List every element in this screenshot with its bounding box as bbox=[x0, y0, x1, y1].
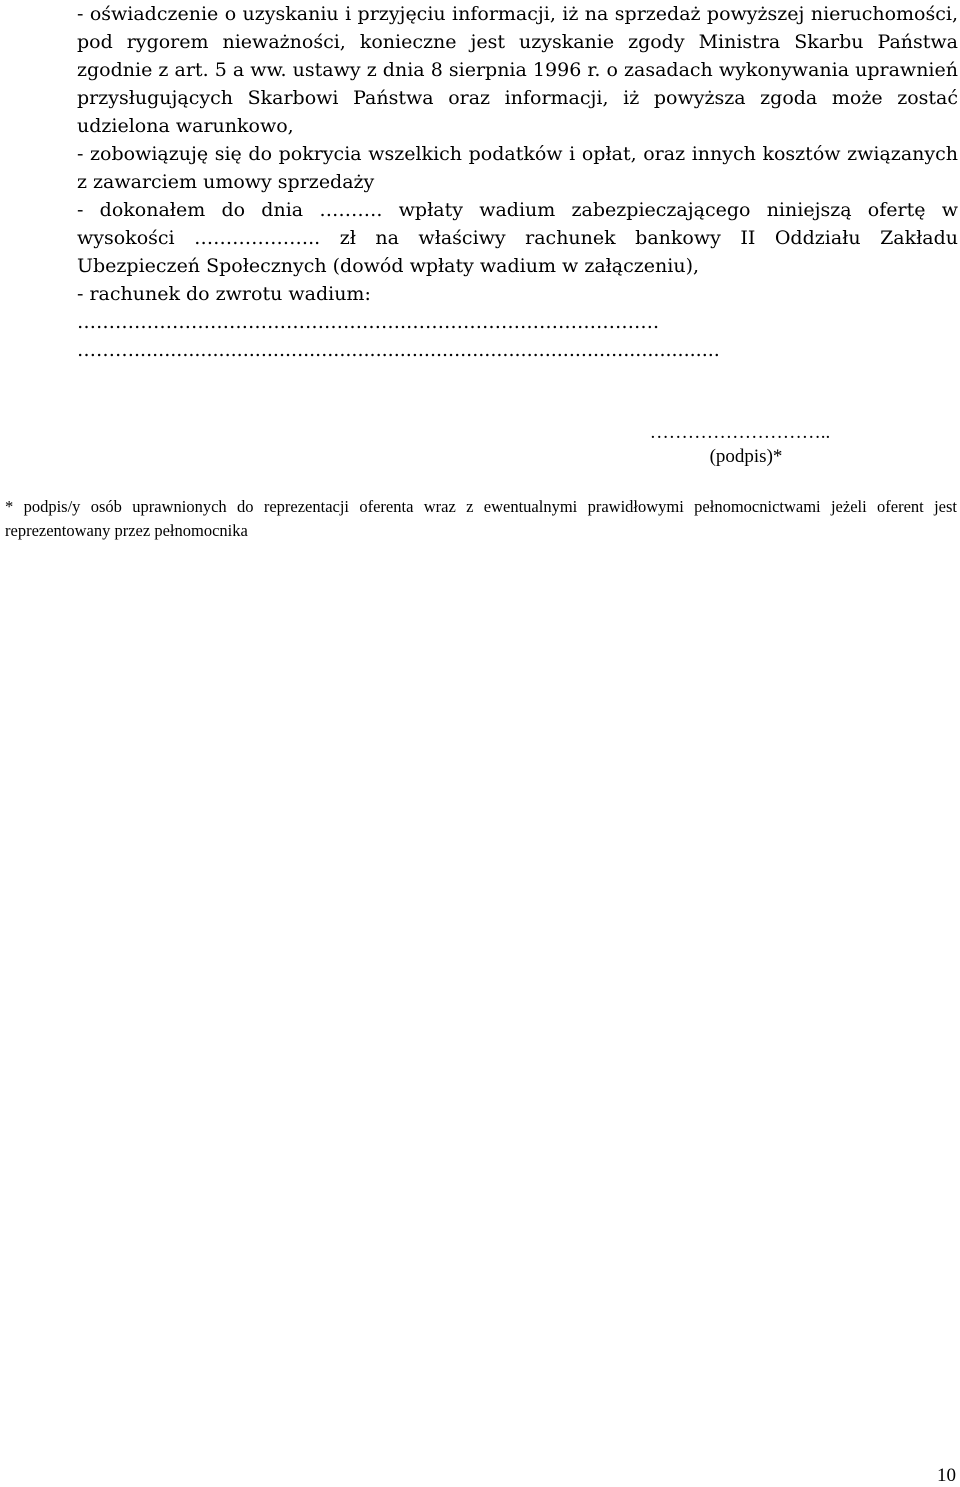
paragraph-oswiadczenie: - oświadczenie o uzyskaniu i przyjęciu informacji, iż na sprzedaż powyższej nieruchomości, pod rygorem nieważności, konieczne jest uzyskanie zgody Ministra Skarbu Państwa zgodnie z art. 5 a ww. ustawy z dnia 8 sierpnia 1996 r. o zasadach wykonywania uprawnień przysługujących Skarbowi Państwa oraz informacji, iż powyższa zgoda może zostać udzielona warunkowo, bbox=[77, 3, 958, 137]
signature-line: ……………………….. bbox=[649, 422, 831, 443]
account-dots-line-2: ………................................................................................................. bbox=[77, 339, 720, 361]
signature-label: (podpis)* bbox=[709, 446, 783, 467]
page-number: 10 bbox=[937, 1465, 956, 1486]
footnote: * podpis/y osób uprawnionych do reprezentacji oferenta wraz z ewentualnymi prawidłowymi pełnomocnictwami jeżeli oferent jest reprezentowany przez pełnomocnika bbox=[5, 497, 957, 540]
paragraph-zobowiazanie: - zobowiązuję się do pokrycia wszelkich podatków i opłat, oraz innych kosztów związanych z zawarciem umowy sprzedaży bbox=[77, 143, 958, 193]
paragraph-wadium: - dokonałem do dnia ………. wpłaty wadium zabezpieczającego niniejszą ofertę w wysokości ……………….. zł na właściwy rachunek bankowy II Oddziału Zakładu Ubezpieczeń Społecznych (dowód wpłaty wadium w załączeniu), bbox=[77, 199, 958, 277]
document-body bbox=[77, 0, 958, 364]
paragraph-rachunek: - rachunek do zwrotu wadium: bbox=[77, 283, 371, 305]
account-dots-line-1: …………………………………………….…………………………………. bbox=[77, 311, 660, 333]
